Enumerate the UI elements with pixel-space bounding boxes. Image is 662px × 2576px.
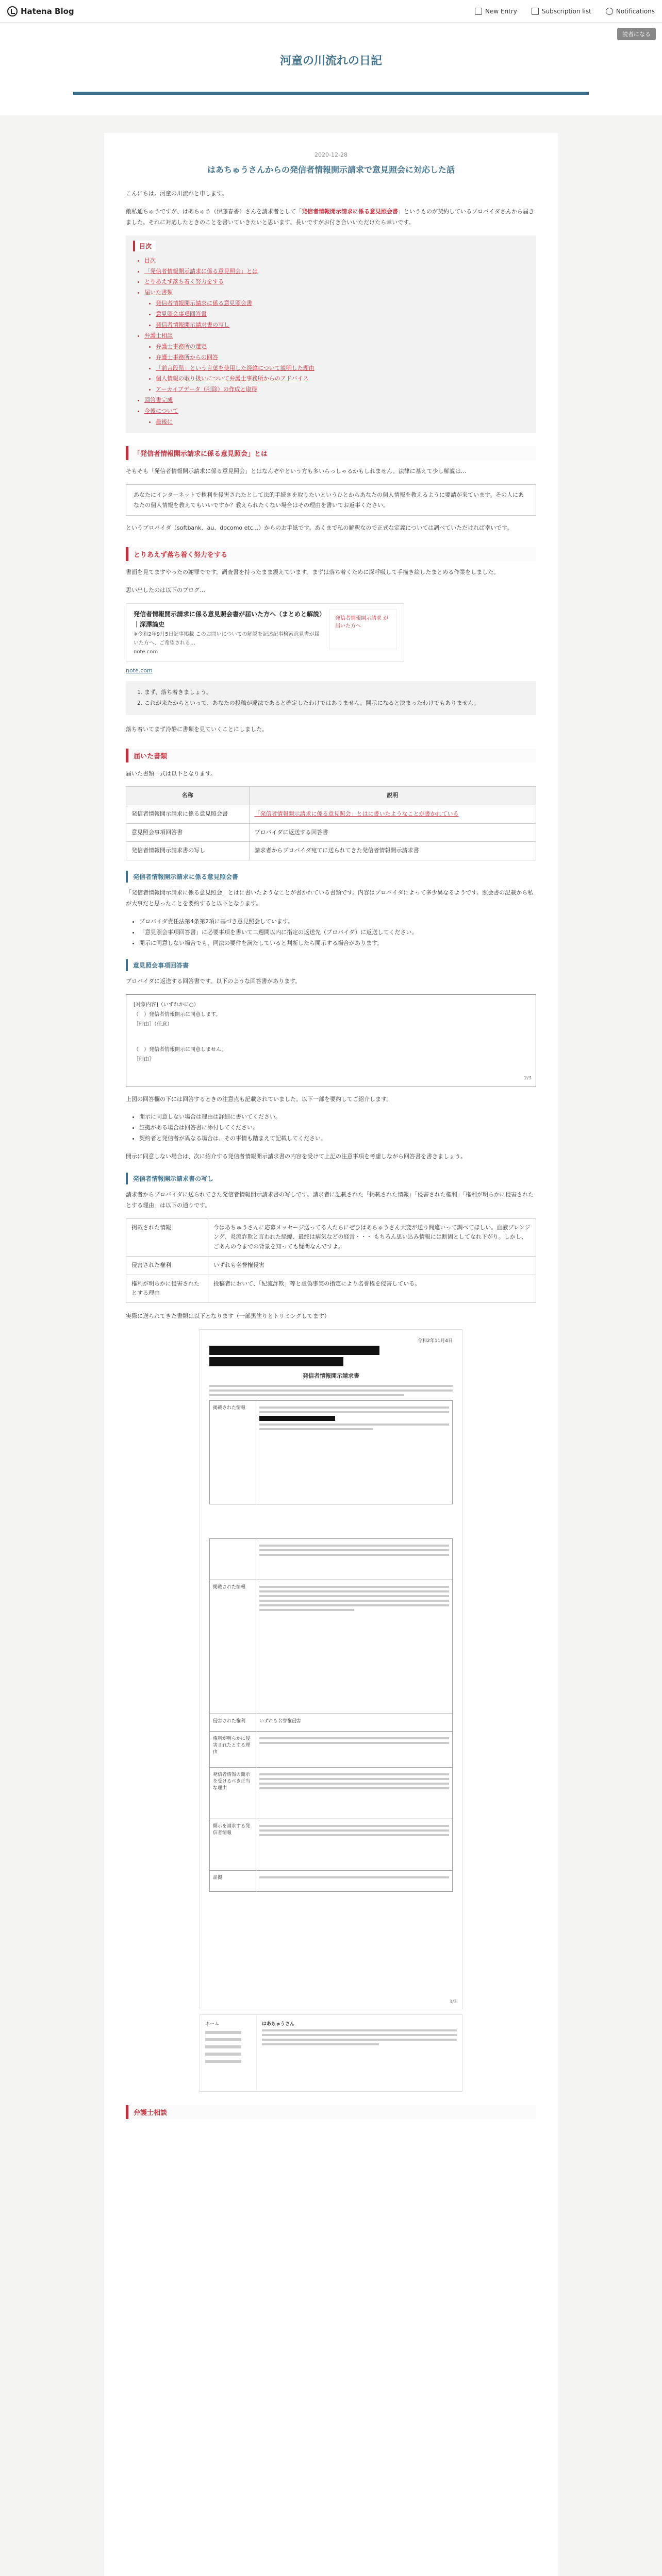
document-label: 発信者情報の開示を受けるべき正当な理由	[210, 1768, 256, 1819]
top-actions	[475, 8, 655, 15]
sns-post	[257, 2015, 462, 2091]
document-label: 証拠	[210, 1871, 256, 1891]
table-row	[126, 1275, 536, 1302]
disclosure-request-document-image	[200, 1329, 462, 2009]
list-item: • 証拠がある場合は回答書に添付してください。	[139, 1123, 536, 1133]
document-table	[209, 1400, 453, 1504]
toc-item[interactable]: • 弁護士相談 • 弁護士事務所の選定 • 弁護士事務所からの回答 • 「前言段階」という言葉を使用した経緯について説明した理由 • 個人情報の取り扱いについて弁護士事務所からのアドバイス • アーカイブデータ（削除）の作成と取得	[144, 331, 529, 395]
subsection-heading: 発信者情報開示請求に係る意見照会書	[126, 871, 536, 883]
list-icon	[532, 8, 539, 15]
header-divider	[73, 92, 589, 95]
list-item: • 開示に同意しない場合は理由は詳細に書いてください。	[139, 1112, 536, 1123]
blog-title[interactable]: 河童の川流れの日記	[279, 54, 382, 67]
link-card-thumbnail: 発信者情報開示請求 が届いた方へ	[329, 609, 396, 650]
toc-item[interactable]: • 弁護士事務所からの回答	[156, 352, 529, 363]
blog-header	[0, 23, 662, 115]
intro-text-a: 敵私通ちゅうですが、はあちゅう（伊藤春香）さんを請求者として「	[126, 208, 302, 215]
toc-item[interactable]: • 回答書完成	[144, 395, 529, 406]
list-item: 2. これが来たからといって、あなたの投稿が違法であると確定したわけではありません。開示になると決まったわけでもありません。	[144, 698, 527, 709]
subscription-list-button[interactable]	[532, 8, 591, 15]
sns-screenshot-image	[200, 2014, 462, 2092]
toc-item[interactable]: • 発信者情報開示請求書の写し	[156, 320, 529, 331]
table-header: 説明	[249, 787, 536, 805]
source-link[interactable]: note.com	[126, 667, 153, 674]
list-item: • 開示に同意しない場合でも、同法の要件を満たしていると判断したら開示する場合があります。	[139, 938, 536, 949]
form-note: ［理由］（任意）	[134, 1021, 172, 1027]
paragraph: 上図の回答欄の下には回答するときの注意点も記載されていました。以下一部を要約してご紹介します。	[126, 1095, 392, 1103]
document-table	[209, 1538, 453, 1892]
claim-table	[126, 1218, 536, 1303]
article	[104, 133, 558, 2576]
form-option: （ ）発信者情報開示に同意します。	[134, 1011, 221, 1018]
toc-item[interactable]: • 「発信者情報開示請求に係る意見照会」とは	[144, 266, 529, 277]
sns-sidebar	[200, 2015, 257, 2091]
table-cell: 請求者からプロバイダ宛てに送られてきた発信者情報開示請求書	[249, 842, 536, 860]
toc-item[interactable]: • 個人情報の取り扱いについて弁護士事務所からのアドバイス	[156, 374, 529, 384]
quote-box: あなたにインターネットで権利を侵害されたとして法的手続きを取りたいというひとからあなたの個人情報を教えるように要請が来ています。その人にあなたの個人情報を教えてもいいですか？教えられたくない場合はその理由を書いてお返事ください。	[126, 484, 536, 516]
table-cell: いずれも名誉権侵害	[208, 1256, 536, 1275]
bell-icon	[606, 8, 613, 15]
table-cell	[249, 805, 536, 824]
entry-date[interactable]: 2020-12-28	[315, 151, 347, 158]
link-card-description: ※令和2年9月5日記事掲載 このお問いについての解説を記述記事検索意見書が届いた方へ、ご希望される…	[134, 631, 320, 646]
new-entry-label: New Entry	[485, 7, 517, 15]
paragraph: 書面を見てますやったの謝罪でです。調査書を持ったまま震えています。まずは落ち着くために深呼吸して手描き絵したまとめる作業をしました。	[126, 569, 500, 576]
subsection-heading: 意見照会事項回答書	[126, 959, 536, 971]
paragraph: 請求者からプロバイダに送られてきた発信者情報開示請求書の写しです。請求者に記載された「掲載された情報」「侵害された権利」「権利が明らかに侵害されたとする理由」は以下の通りです。	[126, 1191, 534, 1209]
inline-link[interactable]: 「発信者情報開示請求に係る意見照会」とはに書いたようなことが書かれている	[254, 810, 459, 818]
form-head: [対象内容]（いずれかに○）	[134, 1002, 199, 1008]
intro-paragraph-2	[126, 207, 536, 228]
paragraph: 思い出したのは以下のブログ…	[126, 587, 205, 594]
paragraph: 落ち着いてまず冷静に書類を見ていくことにしました。	[126, 725, 268, 733]
table-row	[126, 1256, 536, 1275]
document-value: いずれも名誉権侵害	[259, 1718, 302, 1724]
section-heading: とりあえず落ち着く努力をする	[126, 547, 536, 561]
hatena-logo-icon	[7, 6, 18, 16]
table-row	[126, 805, 536, 824]
intro-text-b: 」というものが契約しているプロバイダさんから届きました。それに対応したときのことを書いていきたいと思います。長いですがお付き合いいただけたら幸いです。	[126, 208, 534, 226]
redaction-block	[209, 1346, 379, 1355]
toc-item[interactable]: • アーカイブデータ（削除）の作成と取得	[156, 384, 529, 395]
bullet-list	[126, 917, 536, 949]
link-card[interactable]	[126, 603, 404, 662]
bullet-list	[126, 1112, 536, 1144]
answer-form-image	[126, 994, 536, 1087]
link-card-text	[134, 609, 323, 656]
toc-item[interactable]: • 最後に	[156, 417, 529, 428]
section-heading: 弁護士相談	[126, 2105, 536, 2119]
table-row	[126, 1218, 536, 1256]
notifications-label: Notifications	[616, 7, 655, 15]
intro-paragraph-1: こんにちは。河童の川流れと申します。	[126, 190, 228, 197]
toc-item[interactable]: • 弁護士事務所の選定	[156, 342, 529, 352]
document-page-number: 3/3	[449, 1999, 457, 2005]
paragraph: 届いた書類一式は以下となります。	[126, 770, 217, 777]
table-cell: プロバイダに返送する回答書	[249, 823, 536, 842]
paragraph: 開示に同意しない場合は、次に紹介する発信者情報開示請求書の内容を受けて上記の注意事項を考慮しながら回答書を書きましょう。	[126, 1153, 466, 1160]
list-item: • プロバイダ責任法第4条第2項に基づき意見照会しています。	[139, 917, 536, 927]
sns-nav-home: ホーム	[205, 2021, 220, 2027]
list-item: 1. まず、落ち着きましょう。	[144, 687, 527, 698]
document-date: 令和2年11月4日	[418, 1338, 453, 1344]
paragraph: プロバイダに返送する回答書です。以下のような回答書があります。	[126, 977, 301, 985]
intro-highlight: 発信者情報開示請求に係る意見照会書	[302, 208, 398, 215]
redaction-block	[209, 1357, 343, 1366]
subsection-heading: 発信者情報開示請求書の写し	[126, 1173, 536, 1184]
document-label: 侵害された権利	[210, 1714, 256, 1731]
table-row	[126, 842, 536, 860]
sns-user-name: はあちゅうさん	[262, 2021, 295, 2027]
paragraph: そもそも「発信者情報開示請求に係る意見照会」とはなんぞやという方も多いらっしゃるかもしれません。法律に基えて少し解説は…	[126, 467, 467, 474]
notifications-button[interactable]	[606, 8, 655, 15]
link-card-meta: note.com	[134, 649, 158, 655]
table-cell: 侵害された権利	[126, 1256, 208, 1275]
document-label: 権利が明らかに侵害されたとする理由	[210, 1732, 256, 1767]
table-of-contents	[126, 235, 536, 433]
toc-item[interactable]: • 目次	[144, 256, 529, 266]
documents-table	[126, 786, 536, 860]
paragraph: 「発信者情報開示請求に係る意見照会」とはに書いたようなことが書かれている書類です。内容はプロバイダによって多少異なるようです。照会書の記載から私が大事だと思ったことを要約すると以下となります。	[126, 889, 534, 907]
toc-item[interactable]: • 「前言段階」という言葉を使用した経緯について説明した理由	[156, 363, 529, 374]
table-header: 名称	[126, 787, 250, 805]
form-note: ［理由］	[134, 1056, 154, 1062]
form-page-number: 2/3	[524, 1076, 532, 1081]
entry-title[interactable]: はあちゅうさんからの発信者情報開示請求で意見照会に対応した話	[207, 165, 455, 175]
toc-item[interactable]: • 意見照会事項回答書	[156, 309, 529, 320]
document-label: 掲載された情報	[210, 1401, 256, 1504]
document-label: 開示を請求する発信者情報	[210, 1819, 256, 1870]
new-entry-button[interactable]	[475, 8, 517, 15]
toc-item[interactable]: • とりあえず落ち着く努力をする	[144, 277, 529, 287]
toc-item[interactable]: • 届いた書類 • 発信者情報開示請求に係る意見照会書 • 意見照会事項回答書 • 発信者情報開示請求書の写し	[144, 287, 529, 331]
table-cell: 発信者情報開示請求に係る意見照会書	[126, 805, 250, 824]
list-item: • 「意見照会事項回答書」に必要事項を書いて二週間以内に指定の返送先（プロバイダ）に返送してください。	[139, 927, 536, 938]
top-navigation-bar	[0, 0, 662, 38]
table-cell: 今はあちゅうさんに応募メッセージ送ってる人たちにぜひはあちゅうさん大変が送り間違いって調べてほしい。血液ブレンジング、炎流詐欺と言われた経緯、最終は病気などの経営・・・ もちろん思い込み情報には断固としてなれ下がり。しかし、ごあんの今までの背景を知っても疑問なんですよ。	[208, 1218, 536, 1256]
hatena-logo[interactable]	[7, 6, 74, 16]
subscribe-reader-button[interactable]: 読者になる	[617, 28, 656, 40]
logo-text: Hatena Blog	[21, 6, 74, 16]
document-heading: 発信者情報開示請求書	[303, 1372, 359, 1379]
paragraph: というプロバイダ（softbank、au、docomo etc...）からのお手紙です。あくまで私の解釈なので正式な定義については調べていただければ幸いです。	[126, 524, 513, 532]
table-row	[126, 823, 536, 842]
table-cell: 権利が明らかに侵害されたとする理由	[126, 1275, 208, 1302]
toc-heading: 目次	[133, 241, 156, 251]
list-item: • 契約者と発信者が異なる場合は、その事情も踏まえて記載してください。	[139, 1133, 536, 1144]
table-cell: 発信者情報開示請求書の写し	[126, 842, 250, 860]
section-heading: 「発信者情報開示請求に係る意見照会」とは	[126, 446, 536, 460]
subscription-label: Subscription list	[541, 7, 591, 15]
table-cell: 意見照会事項回答書	[126, 823, 250, 842]
toc-item[interactable]: • 今後について • 最後に	[144, 406, 529, 428]
document-label: 掲載された情報	[210, 1580, 256, 1714]
link-card-title: 発信者情報開示請求に係る意見照会書が届いた方へ（まとめと解説）｜深澤論史	[134, 611, 323, 629]
form-option: （ ）発信者情報開示に同意しません。	[134, 1046, 227, 1053]
note-box	[126, 681, 536, 715]
toc-item[interactable]: • 発信者情報開示請求に係る意見照会書	[156, 298, 529, 309]
table-cell: 掲載された情報	[126, 1218, 208, 1256]
table-cell: 投稿者において、「紀流詐欺」等と虚偽事実の指定により名誉権を侵害している。	[208, 1275, 536, 1302]
section-heading: 届いた書類	[126, 749, 536, 762]
pencil-icon	[475, 8, 482, 15]
paragraph: 実際に送られてきた書類は以下となります（一部黒塗りとトリミングしてます）	[126, 1312, 330, 1319]
